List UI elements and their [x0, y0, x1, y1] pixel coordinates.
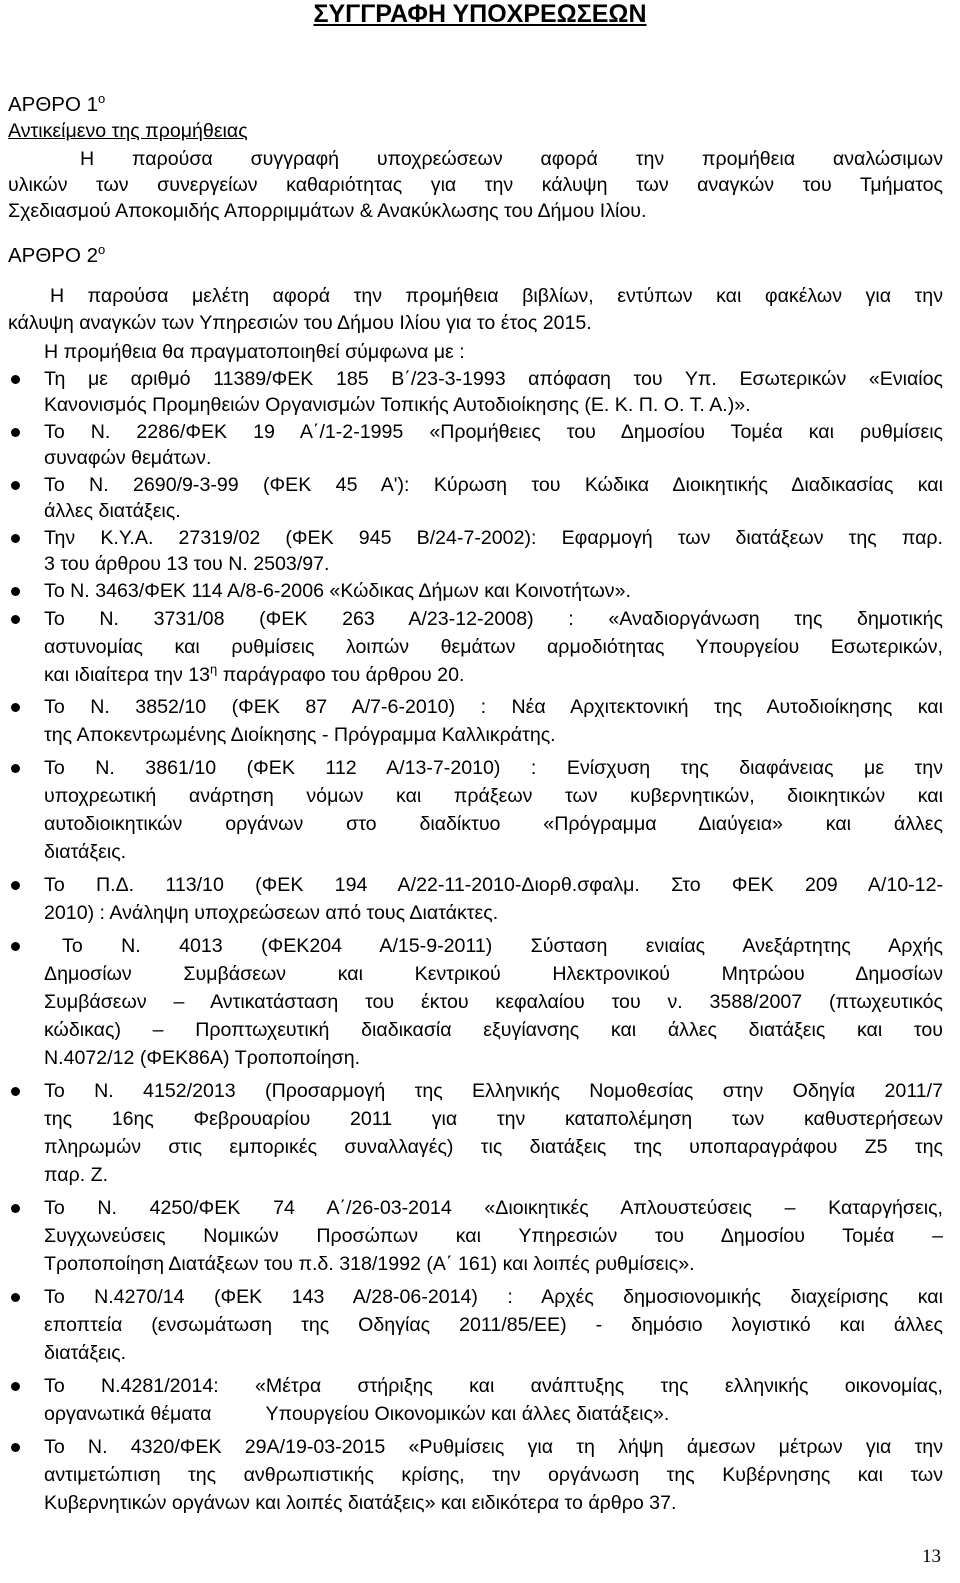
bullet-icon [11, 1204, 20, 1213]
list-item-line: της 16ης Φεβρουαρίου 2011 για την καταπολέμηση των καθυστερήσεων [44, 1108, 943, 1130]
list-item-line: Το Π.Δ. 113/10 (ΦΕΚ 194 Α/22-11-2010-Διορθ.σφαλμ. Στο ΦΕΚ 209 Α/10-12- [44, 874, 943, 896]
list-item-line: κώδικας) – Προπτωχευτική διαδικασία εξυγίανσης και άλλες διατάξεις και του [44, 1019, 943, 1041]
list-item-line: Συμβάσεων – Αντικατάσταση του έκτου κεφαλαίου του ν. 3588/2007 (πτωχευτικός [44, 991, 943, 1013]
list-item-line: Ν.4072/12 (ΦΕΚ86Α) Τροποποίηση. [44, 1047, 361, 1069]
bullet-icon [11, 375, 20, 384]
list-item-line: εποπτεία (ενσωμάτωση της Οδηγίας 2011/85/ΕΕ) - δημόσιο λογιστικό και άλλες [44, 1314, 943, 1336]
bullet-icon [11, 428, 20, 437]
bullet-icon [11, 881, 20, 890]
list-item-line: Κυβερνητικών οργάνων και λοιπές διατάξεις» και ειδικότερα το άρθρο 37. [44, 1492, 677, 1514]
bullet-icon [11, 587, 20, 596]
article1-line: Η παρούσα συγγραφή υποχρεώσεων αφορά την προμήθεια αναλώσιμων [80, 148, 943, 170]
list-item-line: Το Ν. 4320/ΦΕΚ 29Α/19-03-2015 «Ρυθμίσεις για τη λήψη άμεσων μέτρων για την [44, 1436, 943, 1458]
list-item-line: Το Ν. 3861/10 (ΦΕΚ 112 Α/13-7-2010) : Ενίσχυση της διαφάνειας με την [44, 757, 943, 779]
bullet-icon [11, 764, 20, 773]
article2-line: Η προμήθεια θα πραγματοποιηθεί σύμφωνα με : [44, 341, 465, 363]
list-item-line: Το Ν.4270/14 (ΦΕΚ 143 Α/28-06-2014) : Αρχές δημοσιονομικής διαχείρισης και [44, 1286, 943, 1308]
list-item-line: Το Ν. 4013 (ΦΕΚ204 Α/15-9-2011) Σύσταση ενιαίας Ανεξάρτητης Αρχής [62, 935, 943, 957]
list-item-line: Το Ν. 2690/9-3-99 (ΦΕΚ 45 Α'): Κύρωση του Κώδικα Διοικητικής Διαδικασίας και [44, 474, 943, 496]
article1-subheading: Αντικείμενο της προμήθειας [8, 120, 248, 142]
article2-heading [8, 243, 105, 269]
article1-heading-sup: ο [98, 91, 106, 107]
bullet-icon [11, 481, 20, 490]
list-item-line: Τη με αριθμό 11389/ΦΕΚ 185 Β΄/23-3-1993 απόφαση του Υπ. Εσωτερικών «Ενιαίος [44, 368, 943, 390]
list-item-line: Την Κ.Υ.Α. 27319/02 (ΦΕΚ 945 Β/24-7-2002): Εφαρμογή των διατάξεων της παρ. [44, 527, 943, 549]
list-item-line: οργανωτικά θέματα Υπουργείου Οικονομικών και άλλες διατάξεις». [44, 1403, 670, 1425]
list-item-line: 3 του άρθρου 13 του Ν. 2503/97. [44, 553, 330, 575]
list-item-line: διατάξεις. [44, 1342, 127, 1364]
bullet-icon [11, 615, 20, 624]
list-item-line: άλλες διατάξεις. [44, 500, 181, 522]
article2-heading-text: ΑΡΘΡΟ 2 [8, 244, 99, 267]
article2-line: κάλυψη αναγκών των Υπηρεσιών του Δήμου Ιλίου για το έτος 2015. [8, 312, 592, 334]
list-item-line: πληρωμών στις εμπορικές συναλλαγές) τις διατάξεις της υποπαραγράφου Ζ5 της [44, 1136, 943, 1158]
list-item-line [44, 662, 464, 688]
list-item-line: αυτοδιοικητικών οργάνων στο διαδίκτυο «Πρόγραμμα Διαύγεια» και άλλες [44, 813, 943, 835]
bullet-icon [11, 1382, 20, 1391]
bullet-icon [11, 1293, 20, 1302]
page-number: 13 [922, 1546, 941, 1567]
list-item-line: Το Ν. 2286/ΦΕΚ 19 Α΄/1-2-1995 «Προμήθειες του Δημοσίου Τομέα και ρυθμίσεις [44, 421, 943, 443]
bullet-icon [11, 942, 20, 951]
list-item-line: της Αποκεντρωμένης Διοίκησης - Πρόγραμμα Καλλικράτης. [44, 724, 556, 746]
list-item-line: αντιμετώπιση της ανθρωπιστικής κρίσης, την οργάνωση της Κυβέρνησης και των [44, 1464, 943, 1486]
list-item-line: 2010) : Ανάληψη υποχρεώσεων από τους Διατάκτες. [44, 902, 499, 924]
list-item-line: Τροποποίηση Διατάξεων του π.δ. 318/1992 (Α΄ 161) και λοιπές ρυθμίσεις». [44, 1253, 695, 1275]
list-item-line: συναφών θεμάτων. [44, 447, 212, 469]
bullet-icon [11, 534, 20, 543]
article1-heading-text: ΑΡΘΡΟ 1 [8, 93, 99, 116]
article2-heading-sup: ο [98, 242, 106, 258]
list-item-line: Κανονισμός Προμηθειών Οργανισμών Τοπικής Αυτοδιοίκησης (Ε. Κ. Π. Ο. Τ. Α.)». [44, 394, 751, 416]
article2-line: Η παρούσα μελέτη αφορά την προμήθεια βιβλίων, εντύπων και φακέλων για την [50, 285, 943, 307]
list-item-sup: η [210, 661, 218, 677]
list-item-line: Το Ν.4281/2014: «Μέτρα στήριξης και ανάπτυξης της ελληνικής οικονομίας, [44, 1375, 943, 1397]
list-item-line: Το Ν. 4250/ΦΕΚ 74 Α΄/26-03-2014 «Διοικητικές Απλουστεύσεις – Καταργήσεις, [44, 1197, 943, 1219]
document-title: ΣΥΓΓΡΑΦΗ ΥΠΟΧΡΕΩΣΕΩΝ [313, 0, 647, 28]
bullet-icon [11, 703, 20, 712]
bullet-icon [11, 1443, 20, 1452]
list-item-line: παρ. Ζ. [44, 1164, 109, 1186]
list-item-line: Το Ν. 3463/ΦΕΚ 114 Α/8-6-2006 «Κώδικας Δήμων και Κοινοτήτων». [44, 580, 631, 602]
list-item-text: παράγραφο του άρθρου 20. [217, 664, 465, 686]
article1-line: Σχεδιασμού Αποκομιδής Απορριμμάτων & Ανακύκλωσης του Δήμου Ιλίου. [8, 200, 647, 222]
bullet-icon [11, 1087, 20, 1096]
list-item-line: Το Ν. 3731/08 (ΦΕΚ 263 Α/23-12-2008) : «Αναδιοργάνωση της δημοτικής [44, 608, 943, 630]
list-item-line: υποχρεωτική ανάρτηση νόμων και πράξεων των κυβερνητικών, διοικητικών και [44, 785, 943, 807]
list-item-line: Συγχωνεύσεις Νομικών Προσώπων και Υπηρεσιών του Δημοσίου Τομέα – [44, 1225, 943, 1247]
list-item-line: Το Ν. 3852/10 (ΦΕΚ 87 Α/7-6-2010) : Νέα Αρχιτεκτονική της Αυτοδιοίκησης και [44, 696, 943, 718]
list-item-line: Το Ν. 4152/2013 (Προσαρμογή της Ελληνικής Νομοθεσίας στην Οδηγία 2011/7 [44, 1080, 943, 1102]
list-item-text: και ιδιαίτερα την 13 [44, 664, 211, 686]
article1-heading [8, 92, 105, 118]
list-item-line: αστυνομίας και ρυθμίσεις λοιπών θεμάτων αρμοδιότητας Υπουργείου Εσωτερικών, [44, 636, 943, 658]
list-item-line: διατάξεις. [44, 841, 127, 863]
article1-line: υλικών των συνεργείων καθαριότητας για την κάλυψη των αναγκών του Τμήματος [8, 174, 943, 196]
list-item-line: Δημοσίων Συμβάσεων και Κεντρικού Ηλεκτρονικού Μητρώου Δημοσίων [44, 963, 943, 985]
